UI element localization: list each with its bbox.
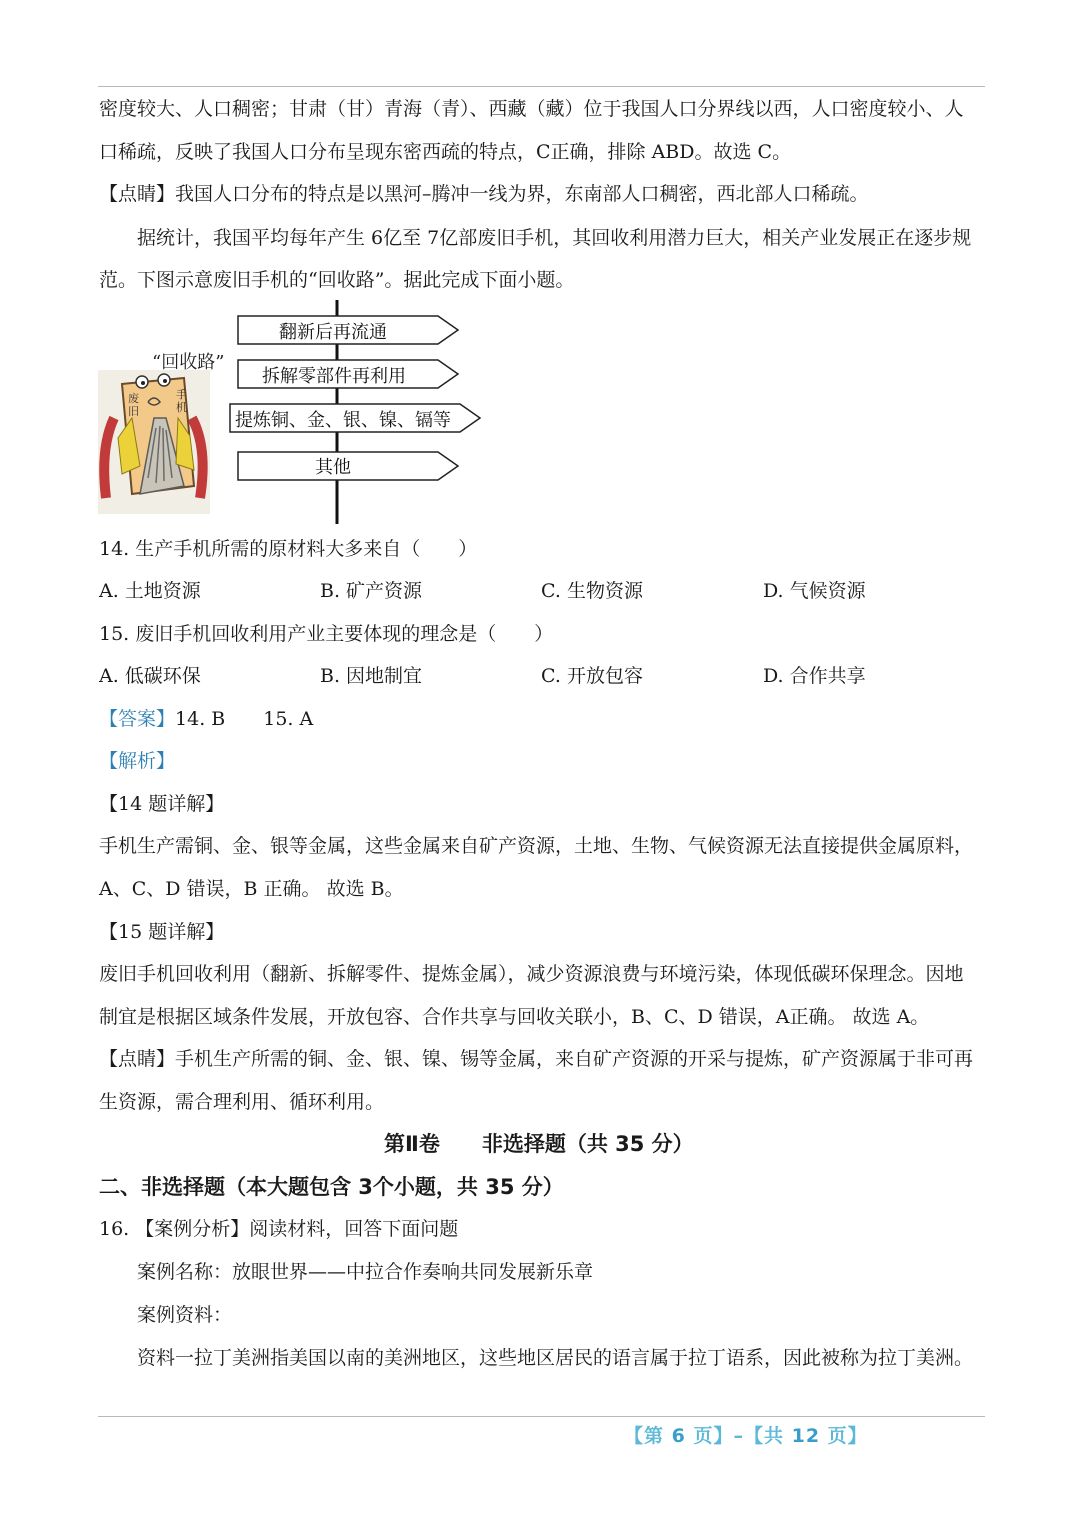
- tip-note-2-line-2: 生资源，需合理利用、循环利用。: [99, 1091, 385, 1113]
- figure-title: “回收路”: [152, 352, 225, 373]
- detail-15-line-2: 制宜是根据区域条件发展，开放包容、合作共享与回收关联小，B、C、D 错误，A正确。 故选 A。: [99, 1006, 930, 1028]
- question-15-option-a: A. 低碳环保: [99, 665, 201, 687]
- part-title: 二、非选择题（本大题包含 3个小题，共 35 分）: [99, 1175, 564, 1199]
- detail-14-line-2: A、C、D 错误，B 正确。 故选 B。: [99, 878, 404, 900]
- answer-value: 14. B 15. A: [175, 708, 314, 730]
- question-15-option-c: C. 开放包容: [541, 665, 643, 687]
- tip-note-1: 【点睛】我国人口分布的特点是以黑河–腾冲一线为界，东南部人口稠密，西北部人口稀疏。: [99, 183, 869, 205]
- top-rule: [98, 86, 985, 87]
- intro-line-2: 范。下图示意废旧手机的“回收路”。据此完成下面小题。: [99, 269, 575, 291]
- case-material-label: 案例资料：: [137, 1304, 233, 1326]
- svg-text:拆解零部件再利用: 拆解零部件再利用: [262, 366, 406, 387]
- question-15-stem: 15. 废旧手机回收利用产业主要体现的理念是（ ）: [99, 623, 554, 645]
- answer-row: [99, 707, 313, 731]
- question-14-option-b: B. 矿产资源: [320, 580, 423, 602]
- question-16-stem: 16. 【案例分析】阅读材料，回答下面问题: [99, 1218, 459, 1240]
- page-number-footer: 【第 6 页】–【共 12 页】: [624, 1425, 868, 1447]
- continuation-line-2: 口稀疏，反映了我国人口分布呈现东密西疏的特点，C正确，排除 ABD。故选 C。: [99, 141, 792, 163]
- answer-label: 【答案】: [99, 708, 176, 730]
- sign-disassemble: [238, 360, 458, 388]
- case-name: 案例名称：放眼世界——中拉合作奏响共同发展新乐章: [137, 1261, 594, 1283]
- continuation-line-1: 密度较大、人口稠密；甘肃（甘）青海（青）、西藏（藏）位于我国人口分界线以西，人口密度较小、人: [99, 98, 964, 120]
- phone-label-left: 废旧: [128, 392, 139, 418]
- svg-text:提炼铜、金、银、镍、镉等: 提炼铜、金、银、镍、镉等: [235, 410, 451, 431]
- detail-15-line-1: 废旧手机回收利用（翻新、拆解零件、提炼金属），减少资源浪费与环境污染，体现低碳环保理念。因地: [99, 963, 964, 985]
- phone-character-illustration: [98, 370, 210, 514]
- intro-line-1: 据统计，我国平均每年产生 6亿至 7亿部废旧手机，其回收利用潜力巨大，相关产业发展正在逐步规: [137, 227, 972, 249]
- sign-other: [238, 452, 458, 480]
- sign-refine-metals: [230, 404, 480, 432]
- question-14-option-c: C. 生物资源: [541, 580, 643, 602]
- material-1: 资料一拉丁美洲指美国以南的美洲地区，这些地区居民的语言属于拉丁语系，因此被称为拉丁美洲。: [137, 1347, 974, 1369]
- current-page: 6: [671, 1425, 686, 1447]
- question-14-option-a: A. 土地资源: [99, 580, 201, 602]
- tip-note-2-line-1: 【点睛】手机生产所需的铜、金、银、镍、锡等金属，来自矿产资源的开采与提炼，矿产资源属于非可再: [99, 1048, 974, 1070]
- detail-15-label: 【15 题详解】: [99, 921, 225, 943]
- detail-14-label: 【14 题详解】: [99, 793, 225, 815]
- question-15-option-d: D. 合作共享: [763, 665, 866, 687]
- question-14-option-d: D. 气候资源: [763, 580, 866, 602]
- detail-14-line-1: 手机生产需铜、金、银等金属，这些金属来自矿产资源，土地、生物、气候资源无法直接提供金属原料，: [99, 835, 974, 857]
- analysis-label: 【解析】: [99, 750, 176, 772]
- bottom-rule: [98, 1416, 985, 1417]
- sign-refurbish: [238, 316, 458, 344]
- question-15-option-b: B. 因地制宜: [320, 665, 423, 687]
- recycling-road-figure: [96, 298, 496, 526]
- svg-text:翻新后再流通: 翻新后再流通: [279, 322, 387, 343]
- question-14-stem: 14. 生产手机所需的原材料大多来自（ ）: [99, 538, 478, 560]
- phone-label-right: 手机: [176, 388, 187, 414]
- total-pages: 12: [791, 1425, 821, 1447]
- volume-title: 第Ⅱ卷 非选择题（共 35 分）: [384, 1132, 694, 1156]
- svg-text:其他: 其他: [315, 457, 351, 478]
